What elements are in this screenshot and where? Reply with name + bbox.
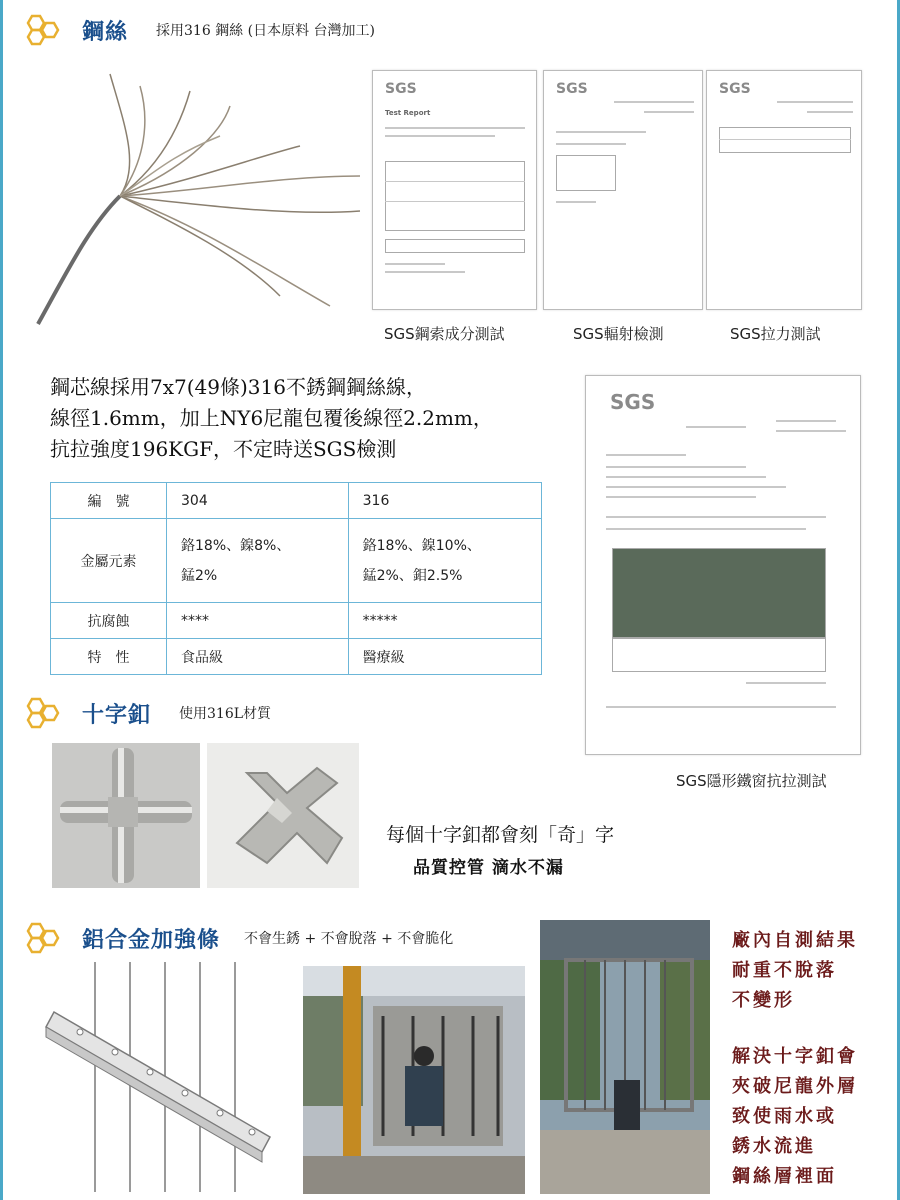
cell-line: 錳2% xyxy=(181,567,218,584)
note-line: 夾破尼龍外層 xyxy=(732,1076,858,1097)
section-header-cross-clip xyxy=(24,695,271,731)
table-row xyxy=(51,603,542,639)
caption-tensile: SGS拉力測試 xyxy=(730,325,821,343)
cell-line: 錳2%、鉬2.5% xyxy=(362,567,463,584)
cell-line: 鉻18%、鎳10%、 xyxy=(362,537,481,554)
section-header-aluminum-strip xyxy=(24,920,453,956)
sgs-tensile-report xyxy=(706,70,862,310)
section-title: 十字釦 xyxy=(82,702,152,728)
sgs-radiation-report xyxy=(543,70,703,310)
cross-clip-photo xyxy=(52,743,200,888)
intro-text xyxy=(50,372,493,465)
sgs-logo: SGS xyxy=(610,390,656,414)
note-line: 致使雨水或 xyxy=(732,1106,837,1127)
factory-test-note xyxy=(732,926,858,1016)
problem-solved-note xyxy=(732,1042,858,1192)
section-title: 鋼絲 xyxy=(82,19,129,45)
caption-composition: SGS鋼索成分測試 xyxy=(384,325,505,343)
spec-table xyxy=(50,482,542,675)
intro-line: 抗拉強度196KGF，不定時送SGS檢測 xyxy=(50,437,397,461)
section-title: 鋁合金加強條 xyxy=(82,927,221,953)
section-note: 不會生銹 + 不會脫落 + 不會脆化 xyxy=(244,931,454,947)
sgs-logo: SGS xyxy=(385,81,417,97)
table-cell: 316 xyxy=(348,483,541,519)
section-note: 使用316L材質 xyxy=(179,706,272,722)
aluminum-strip-illustration xyxy=(40,962,290,1192)
steel-wire-photo xyxy=(30,66,365,328)
hanging-test-photo-2 xyxy=(540,920,710,1194)
table-cell: ***** xyxy=(348,603,541,639)
table-cell: 304 xyxy=(167,483,349,519)
note-line: 耐重不脫落 xyxy=(732,960,837,981)
sgs-composition-report xyxy=(372,70,537,310)
caption-radiation: SGS輻射檢測 xyxy=(573,325,664,343)
intro-line: 線徑1.6mm，加上NY6尼龍包覆後線徑2.2mm， xyxy=(50,406,493,430)
note-line: 鋼絲層裡面 xyxy=(732,1166,837,1187)
test-photo xyxy=(612,548,826,638)
sgs-logo: SGS xyxy=(719,81,751,97)
report-title: Test Report xyxy=(385,109,431,117)
quality-slogan: 品質控管 滴水不漏 xyxy=(413,858,564,878)
sgs-logo: SGS xyxy=(556,81,588,97)
note-line: 不變形 xyxy=(732,990,795,1011)
note-line: 廠內自測結果 xyxy=(732,930,858,951)
section-note: 採用316 鋼絲 (日本原料 台灣加工) xyxy=(156,23,376,39)
table-row xyxy=(51,519,542,603)
table-key: 金屬元素 xyxy=(51,519,167,603)
clip-caption: 每個十字釦都會刻「奇」字 xyxy=(386,824,615,846)
table-key: 抗腐蝕 xyxy=(51,603,167,639)
table-row xyxy=(51,639,542,675)
table-cell: 食品級 xyxy=(167,639,349,675)
hexagon-cluster-icon xyxy=(24,920,68,956)
note-line: 解決十字釦會 xyxy=(732,1046,858,1067)
intro-line: 鋼芯線採用7x7(49條)316不銹鋼鋼絲線， xyxy=(50,375,426,399)
table-key: 特 性 xyxy=(51,639,167,675)
table-cell: **** xyxy=(167,603,349,639)
table-cell xyxy=(348,519,541,603)
hanging-test-photo-1 xyxy=(303,966,525,1194)
table-cell xyxy=(167,519,349,603)
cell-line: 鉻18%、鎳8%、 xyxy=(181,537,291,554)
hexagon-cluster-icon xyxy=(24,695,68,731)
sgs-window-test-report xyxy=(585,375,861,755)
hexagon-cluster-icon xyxy=(24,12,68,48)
note-line: 銹水流進 xyxy=(732,1136,816,1157)
section-header-steel-wire xyxy=(24,12,375,48)
table-key: 編 號 xyxy=(51,483,167,519)
cross-clip-crimped-photo xyxy=(207,743,359,888)
table-cell: 醫療級 xyxy=(348,639,541,675)
table-row xyxy=(51,483,542,519)
caption-window-test: SGS隱形鐵窗抗拉測試 xyxy=(676,772,827,790)
